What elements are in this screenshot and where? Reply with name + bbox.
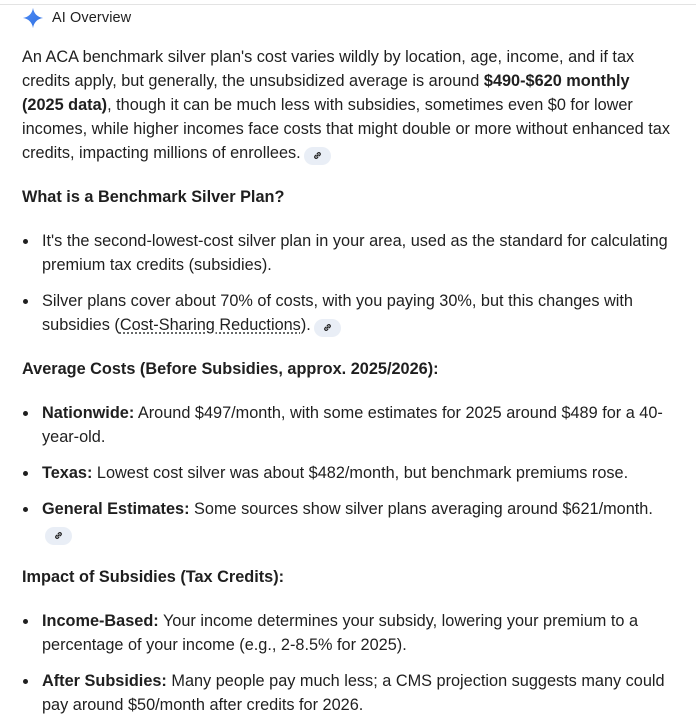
list-item: Income-Based: Your income determines your subsidy, lowering your premium to a percentage of your income (e.g., 2-8.5% for 2025).: [22, 609, 674, 657]
ai-overview-header: [22, 7, 131, 29]
section-heading-subsidies: Impact of Subsidies (Tax Credits):: [22, 568, 285, 586]
ai-overview-title: AI Overview: [52, 10, 132, 26]
list-item: After Subsidies: Many people pay much less; a CMS projection suggests many could pay around $50/month after credits for 2026.: [22, 669, 674, 717]
section-heading-average-costs: Average Costs (Before Subsidies, approx. 2025/2026):: [22, 360, 439, 378]
list-item: It's the second-lowest-cost silver plan in your area, used as the standard for calculating premium tax credits (subsidies).: [22, 229, 674, 277]
link-icon: [312, 150, 323, 161]
link-icon: [322, 322, 333, 333]
benchmark-list: [22, 229, 674, 337]
intro-paragraph: An ACA benchmark silver plan's cost varies wildly by location, age, income, and if tax credits apply, but generally, the unsubsidized average is around $490-$620 monthly (2025 data), though it can be much less with subsidies, sometimes even $0 for lower incomes, while higher incomes face costs that might double or more without enhanced tax credits, impacting millions of enrollees.: [22, 45, 674, 165]
subsidies-list: [22, 609, 674, 717]
list-item: General Estimates: Some sources show silver plans averaging around $621/month.: [22, 497, 674, 545]
list-item: Texas: Lowest cost silver was about $482/month, but benchmark premiums rose.: [22, 461, 674, 485]
link-icon: [53, 530, 64, 541]
list-item: Nationwide: Around $497/month, with some estimates for 2025 around $489 for a 40-year-old.: [22, 401, 674, 449]
source-link-chip[interactable]: [314, 319, 341, 337]
source-link-chip[interactable]: [45, 527, 72, 545]
source-link-chip[interactable]: [304, 147, 331, 165]
average-costs-list: [22, 401, 674, 545]
cost-sharing-reductions-link[interactable]: Cost-Sharing Reductions: [119, 316, 301, 334]
top-divider: [0, 4, 696, 5]
section-heading-benchmark: What is a Benchmark Silver Plan?: [22, 188, 285, 206]
list-item: Silver plans cover about 70% of costs, with you paying 30%, but this changes with subsidies (Cost-Sharing Reductions).: [22, 289, 674, 337]
overview-content: [22, 45, 674, 723]
sparkle-icon: [22, 7, 44, 29]
intro-highlight: $490-$620 monthly (2025 data): [22, 72, 630, 114]
